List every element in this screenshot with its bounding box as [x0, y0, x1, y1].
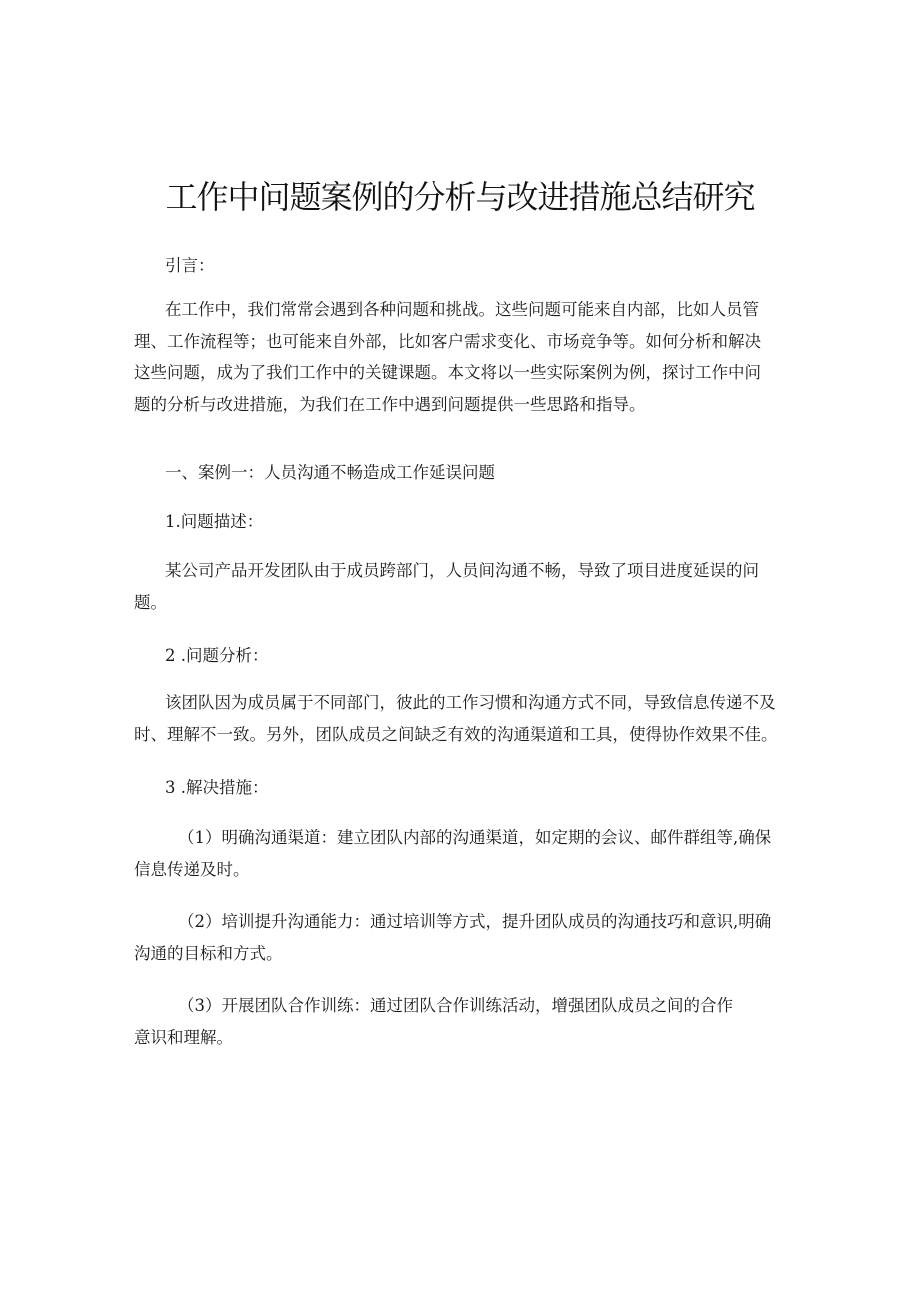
measure3-paragraph — [134, 990, 796, 1053]
section1-heading: 1.问题描述： — [165, 512, 264, 531]
section2-line: 该团队因为成员属于不同部门，彼此的工作习惯和沟通方式不同，导致信息传递不及 — [165, 693, 776, 712]
measure1-line: （1）明确沟通渠道：建立团队内部的沟通渠道，如定期的会议、邮件群组等,确保 — [178, 828, 772, 847]
measure2-line: （2）培训提升沟通能力：通过培训等方式，提升团队成员的沟通技巧和意识,明确 — [178, 912, 772, 931]
measure3-line: 意识和理解。 — [134, 1027, 233, 1047]
intro-line: 在工作中，我们常常会遇到各种问题和挑战。这些问题可能来自内部，比如人员管 — [165, 300, 759, 319]
intro-line: 这些问题，成为了我们工作中的关键课题。本文将以一些实际案例为例，探讨工作中问 — [134, 363, 761, 382]
measure2-line: 沟通的目标和方式。 — [134, 943, 283, 963]
section3-heading: 3 .解决措施： — [165, 778, 269, 797]
document-title: 工作中问题案例的分析与改进措施总结研究 — [165, 178, 755, 216]
intro-heading-block — [134, 250, 796, 282]
intro-line: 理、工作流程等；也可能来自外部，比如客户需求变化、市场竞争等。如何分析和解决 — [134, 331, 761, 351]
section2-paragraph — [134, 687, 796, 750]
measure2-paragraph — [134, 906, 796, 969]
section3-heading-block — [134, 772, 796, 804]
section1-line: 某公司产品开发团队由于成员跨部门，人员间沟通不畅，导致了项目进度延误的问 — [165, 561, 759, 580]
section1-paragraph — [134, 555, 796, 618]
intro-line: 题的分析与改进措施，为我们在工作中遇到问题提供一些思路和指导。 — [134, 394, 646, 414]
measure1-line: 信息传递及时。 — [134, 859, 250, 879]
section2-line: 时、理解不一致。另外，团队成员之间缺乏有效的沟通渠道和工具，使得协作效果不佳。 — [134, 724, 778, 744]
intro-heading: 引言： — [165, 256, 215, 275]
section2-heading-block — [134, 640, 796, 672]
case1-heading: 一、案例一：人员沟通不畅造成工作延误问题 — [165, 463, 495, 482]
section1-heading-block — [134, 506, 796, 538]
case1-heading-block — [134, 457, 796, 489]
intro-paragraph — [134, 294, 796, 420]
section1-line: 题。 — [134, 592, 167, 612]
measure3-line: （3）开展团队合作训练：通过团队合作训练活动，增强团队成员之间的合作 — [178, 996, 733, 1015]
section2-heading: 2 .问题分析： — [165, 646, 269, 665]
measure1-paragraph — [134, 822, 796, 885]
